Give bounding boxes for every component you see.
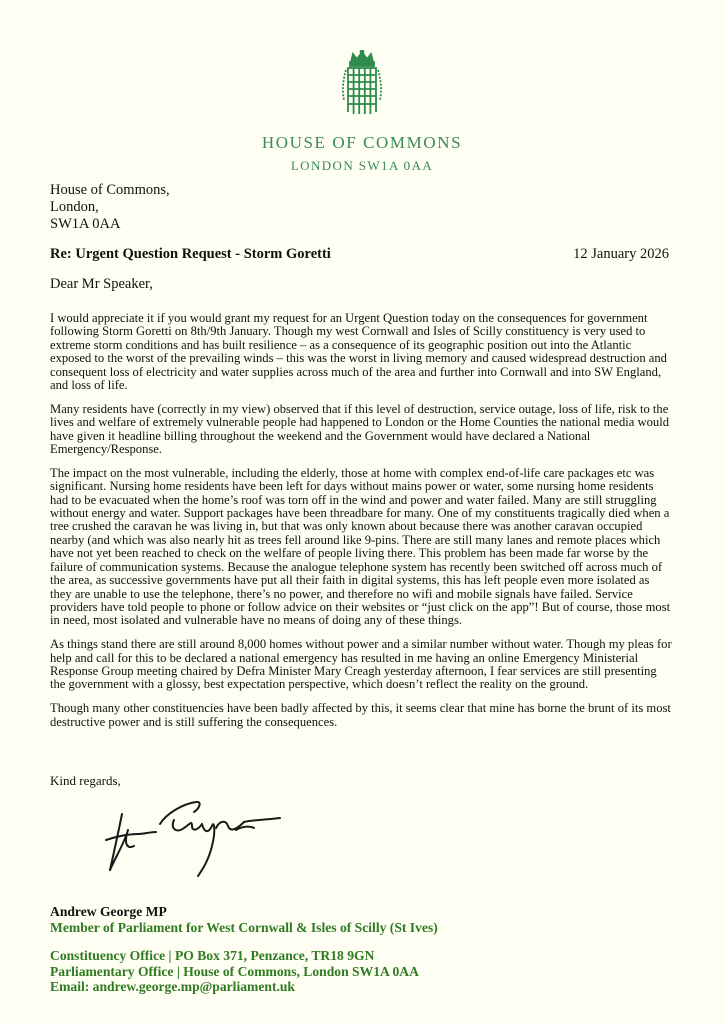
letterhead-house-name: HOUSE OF COMMONS: [261, 133, 463, 152]
letterhead-address: LONDON SW1A 0AA: [290, 158, 434, 173]
subject-line: Re: Urgent Question Request - Storm Goretti: [50, 246, 331, 262]
signatory-name: Andrew George MP: [50, 904, 167, 919]
recipient-line: London,: [50, 199, 99, 215]
constituency-office: Constituency Office | PO Box 371, Penzance, TR18 9GN: [50, 948, 375, 963]
recipient-address: [50, 182, 170, 233]
letter-body: [50, 312, 672, 739]
salutation: Dear Mr Speaker,: [50, 276, 153, 292]
recipient-line: House of Commons,: [50, 182, 170, 198]
signatory-role: Member of Parliament for West Cornwall & Isles of Scilly (St Ives): [50, 919, 438, 935]
letter-date: 12 January 2026: [573, 246, 669, 262]
contact-details: [50, 948, 419, 995]
handwritten-signature: [104, 790, 288, 882]
body-paragraph: Though many other constituencies have been badly affected by this, it seems clear that mine has borne the brunt of its most destructive power and is still suffering the consequences.: [50, 701, 671, 729]
email-address: Email: andrew.george.mp@parliament.uk: [50, 979, 295, 994]
body-paragraph: I would appreciate it if you would grant my request for an Urgent Question today on the consequences for government following Storm Goretti on 8th/9th January. Though my west Cornwall and Isles of Scilly constituency is very used to extreme storm conditions and has built resilience – as a consequence of its geographic position out into the Atlantic exposed to the worst of the prevailing winds – this was the worst in living memory and caused widespread destruction and consequent loss of electricity and water supplies across much of the area and further into Cornwall and into SW England, and loss of life.: [50, 311, 667, 393]
recipient-line: SW1A 0AA: [50, 216, 121, 232]
body-paragraph: The impact on the most vulnerable, including the elderly, those at home with complex end-of-life care packages etc was significant. Nursing home residents have been left for days without mains power or water, some nursing home residents had to be evacuated when the home’s roof was torn off in the wind and power and water failed. Many are still struggling without energy and water. Support packages have been threadbare for many. One of my constituents tragically died when a tree crushed the caravan he was living in, but that was only known about because there was another caravan occupied nearby (and which was also nearly hit as trees fell around like 9-pins. There are still many lanes and remote places which have not yet been reached to check on the welfare of people living there. This problem has been made far worse by the failure of communication systems. Because the analogue telephone system has recently been switched off across much of the area, as successive governments have put all their faith in digital systems, this has left people even more isolated as they are unable to use the telephone, there’s no power, and therefore no wifi and mobile signals have failed. Service providers have told people to phone or follow advice on their websites or “just click on the app”! But of course, those most in need, most isolated and vulnerable have no means of doing any of these things.: [50, 465, 671, 628]
signatory-block: [50, 904, 438, 935]
closing: Kind regards,: [50, 773, 121, 788]
body-paragraph: As things stand there are still around 8,000 homes without power and a similar number without water. Though my pleas for help and call for this to be declared a national emergency has resulted in me having an online Emergency Ministerial Response Group meeting chaired by Defra Minister Mary Creagh yesterday afternoon, I fear services are still presenting the government with a glossy, best expectation perspective, which doesn’t reflect the reality on the ground.: [50, 637, 672, 692]
body-paragraph: Many residents have (correctly in my view) observed that if this level of destruction, service outage, loss of life, risk to the lives and welfare of extremely vulnerable people had happened to London or the Home Counties the national media would have given it headline billing throughout the weekend and the Government would have declared a National Emergency/Response.: [50, 401, 669, 457]
parliamentary-office: Parliamentary Office | House of Commons, London SW1A 0AA: [50, 963, 419, 979]
portcullis-crest-icon: [339, 50, 385, 120]
